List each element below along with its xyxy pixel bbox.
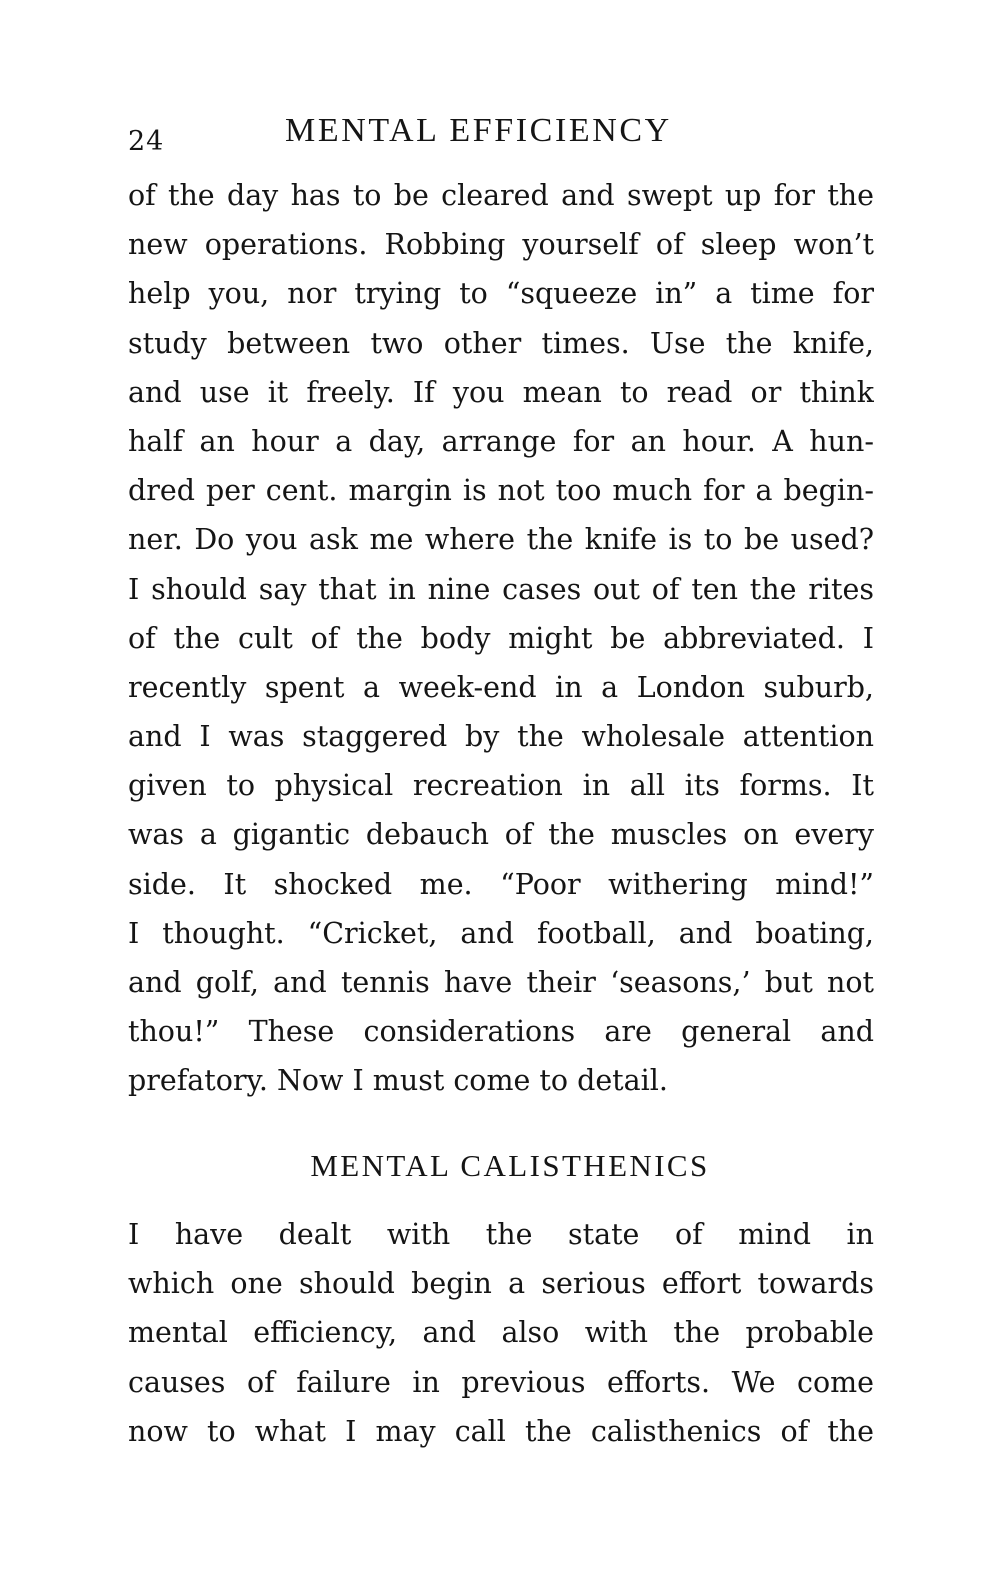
text-line: recently spent a week-end in a London suburb, <box>128 670 874 704</box>
text-line: ner. Do you ask me where the knife is to be used? <box>128 523 874 557</box>
running-title: MENTAL EFFICIENCY <box>285 112 672 149</box>
section-heading: MENTAL CALISTHENICS <box>310 1148 710 1183</box>
text-line: of the day has to be cleared and swept up for the <box>128 179 874 212</box>
text-line: was a gigantic debauch of the muscles on every <box>128 818 874 852</box>
text-line: mental efficiency, and also with the probable <box>128 1316 874 1350</box>
text-line: new operations. Robbing yourself of sleep won’t <box>128 228 874 262</box>
text-line: given to physical recreation in all its forms. It <box>128 769 874 803</box>
text-line: of the cult of the body might be abbreviated. I <box>128 621 874 655</box>
running-head <box>128 112 872 162</box>
text-line: help you, nor trying to “squeeze in” a time for <box>128 277 874 311</box>
text-line: thou!” These considerations are general and <box>128 1015 874 1049</box>
text-line: study between two other times. Use the knife, <box>128 326 874 360</box>
text-line: I thought. “Cricket, and football, and boating, <box>128 916 874 950</box>
text-line: I should say that in nine cases out of ten the rites <box>128 572 874 606</box>
text-line: and golf, and tennis have their ‘seasons,’ but not <box>128 966 874 999</box>
text-line: dred per cent. margin is not too much for a begin- <box>128 474 874 508</box>
text-line: which one should begin a serious effort towards <box>128 1267 874 1301</box>
paragraph-continued <box>128 171 874 1106</box>
text-line: side. It shocked me. “Poor withering mind!” <box>128 867 874 901</box>
text-line: I have dealt with the state of mind in <box>128 1218 874 1251</box>
paragraph-section-start <box>128 1210 874 1456</box>
text-line: now to what I may call the calisthenics of the <box>128 1414 874 1448</box>
text-line: half an hour a day, arrange for an hour. A hun- <box>128 424 874 458</box>
text-line: and use it freely. If you mean to read or think <box>128 375 874 409</box>
text-line: prefatory. Now I must come to detail. <box>128 1064 668 1098</box>
text-line: and I was staggered by the wholesale attention <box>128 720 874 754</box>
page-number: 24 <box>128 126 165 157</box>
text-line: causes of failure in previous efforts. We come <box>128 1365 874 1399</box>
